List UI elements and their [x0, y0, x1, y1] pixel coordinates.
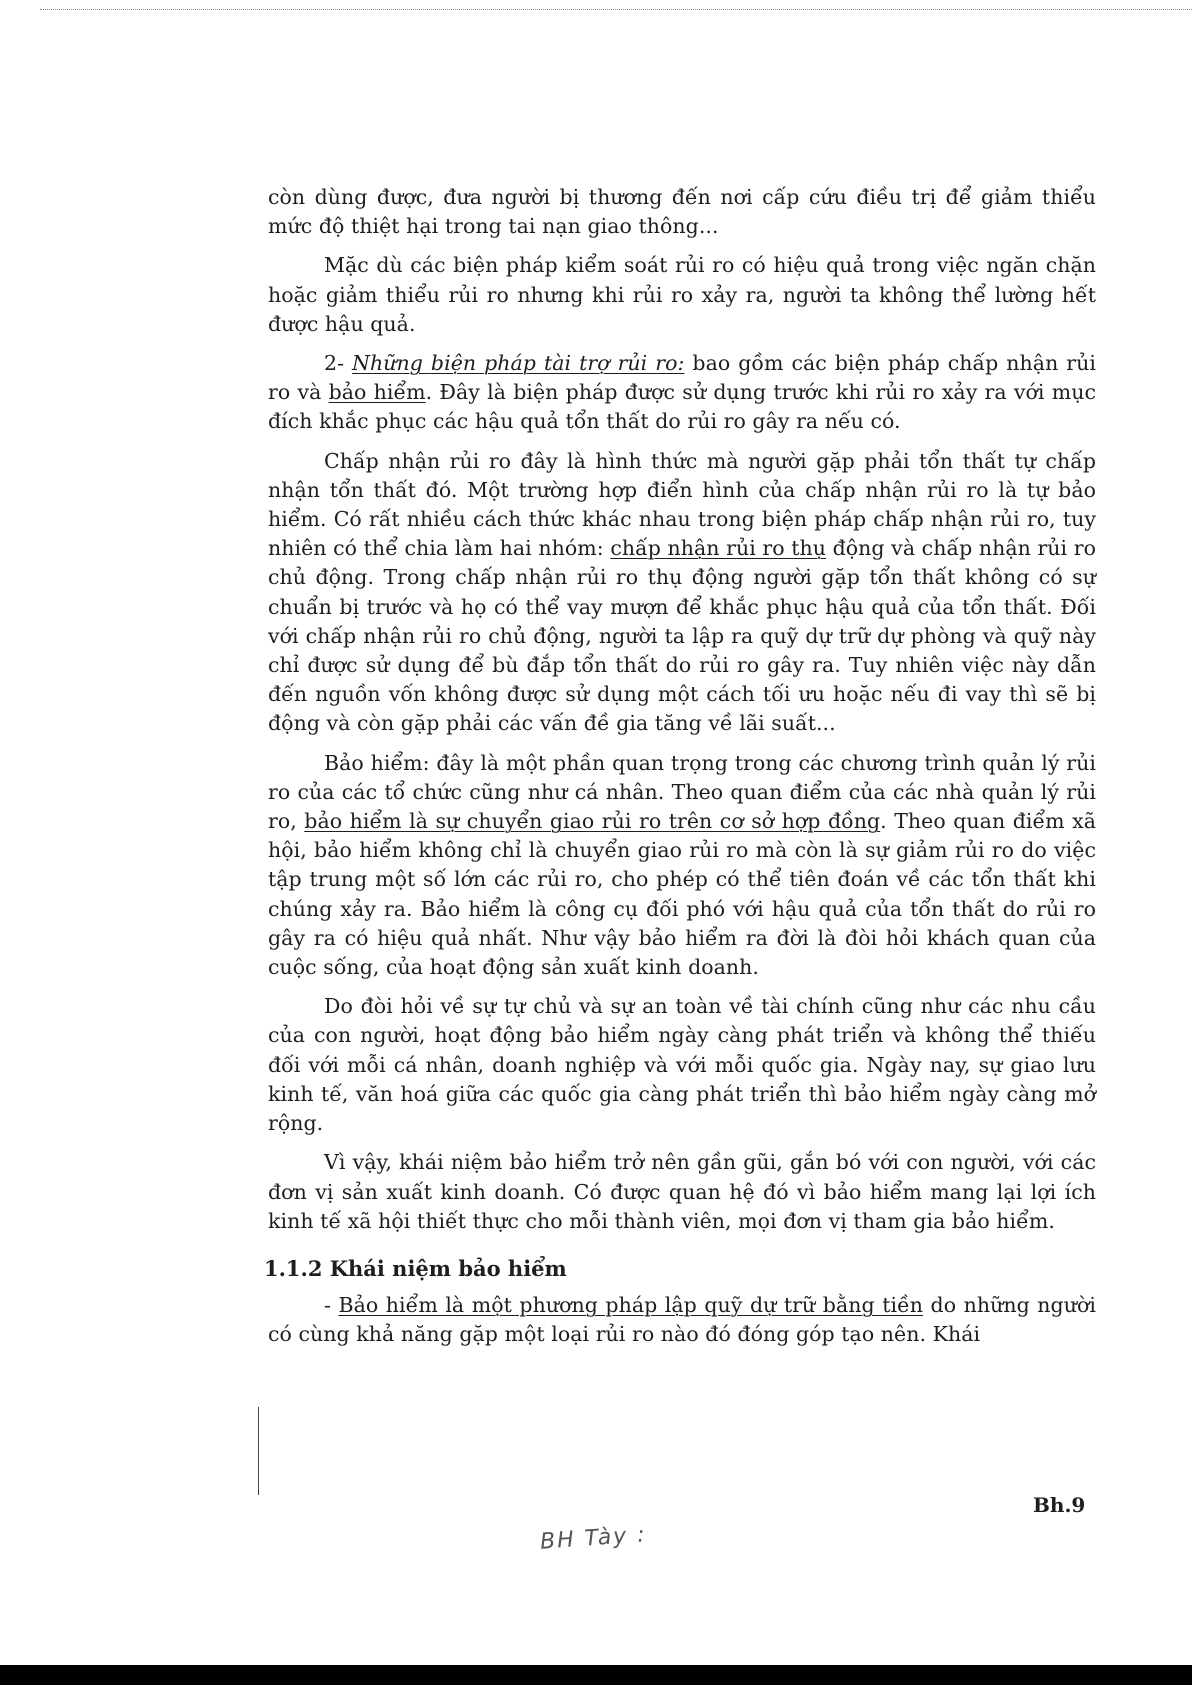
financing-text-2: . Đây là biện pháp được sử dụng trước khi rủi ro xảy ra với mục đích khắc phục các hậu quả tổn thất do rủi ro gây ra nếu có.: [268, 380, 1096, 434]
financing-text-1: bao gồm các biện pháp chấp nhận rủi ro và: [268, 351, 1096, 405]
financing-insurance: bảo hiểm: [328, 380, 426, 405]
paragraph-closeness: Vì vậy, khái niệm bảo hiểm trở nên gần gũi, gắn bó với con người, với các đơn vị sản xuất kinh doanh. Có được quan hệ đó vì bảo hiểm mang lại lợi ích kinh tế xã hội thiết thực cho mỗi thành viên, mọi đơn vị tham gia bảo hiểm.: [268, 1150, 1096, 1233]
scan-top-edge: [40, 9, 1192, 10]
paragraph-risk-financing: [268, 349, 1096, 437]
definition-dash: -: [324, 1292, 339, 1317]
definition-text: do những người có cùng khả năng gặp một loại rủi ro nào đó đóng góp tạo nên. Khái: [268, 1292, 1096, 1347]
acceptance-text-1: Chấp nhận rủi ro đây là hình thức mà người gặp phải tổn thất tự chấp nhận tổn thất đó. Một trường hợp điển hình của chấp nhận rủi ro là tự bảo hiểm. Có rất nhiều cách thức khác nhau trong biện pháp chấp nhận rủi ro, tuy nhiên có thể chia làm hai nhóm:: [268, 448, 1096, 561]
margin-bracket: [258, 1407, 259, 1495]
page-number: Bh.9: [1033, 1493, 1086, 1517]
scan-bottom-edge: [0, 1665, 1192, 1685]
definition-underlined: Bảo hiểm là một phương pháp lập quỹ dự trữ bằng tiền: [338, 1292, 923, 1317]
insurance-text-1: Bảo hiểm: đây là một phần quan trọng trong các chương trình quản lý rủi ro của các tổ chức cũng như cá nhân. Theo quan điểm của các nhà quản lý rủi ro,: [268, 750, 1096, 834]
acceptance-underlined: chấp nhận rủi ro thụ: [610, 536, 827, 561]
paragraph-intro: còn dùng được, đưa người bị thương đến nơi cấp cứu điều trị để giảm thiểu mức độ thiệt hại trong tai nạn giao thông...: [268, 185, 1096, 239]
financing-title: Những biện pháp tài trợ rủi ro:: [352, 351, 685, 376]
document-body: [264, 183, 1096, 1359]
handwritten-note: BH Tày :: [539, 1522, 648, 1555]
paragraph-risk-acceptance: [268, 447, 1096, 739]
paragraph-definition: [268, 1291, 1096, 1349]
section-heading: 1.1.2 Khái niệm bảo hiểm: [264, 1255, 567, 1281]
paragraph-insurance: [268, 749, 1096, 983]
insurance-text-2: . Theo quan điểm xã hội, bảo hiểm không chỉ là chuyển giao rủi ro mà còn là sự giảm rủi ro do việc tập trung một số lớn các rủi ro, cho phép có thể tiên đoán về các tổn thất khi chúng xảy ra. Bảo hiểm là công cụ đối phó với hậu quả của tổn thất do rủi ro gây ra có hiệu quả nhất. Như vậy bảo hiểm ra đời là đòi hỏi khách quan của cuộc sống, của hoạt động sản xuất kinh doanh.: [268, 809, 1096, 980]
financing-number: 2-: [324, 351, 353, 376]
paragraph-control-measures: Mặc dù các biện pháp kiểm soát rủi ro có hiệu quả trong việc ngăn chặn hoặc giảm thiểu rủi ro nhưng khi rủi ro xảy ra, người ta không thể lường hết được hậu quả.: [268, 253, 1096, 336]
paragraph-demand: Do đòi hỏi về sự tự chủ và sự an toàn về tài chính cũng như các nhu cầu của con người, hoạt động bảo hiểm ngày càng phát triển và không thể thiếu đối với mỗi cá nhân, doanh nghiệp và với mỗi quốc gia. Ngày nay, sự giao lưu kinh tế, văn hoá giữa các quốc gia càng phát triển thì bảo hiểm ngày càng mở rộng.: [268, 994, 1096, 1136]
acceptance-text-2: động và chấp nhận rủi ro chủ động. Trong chấp nhận rủi ro thụ động người gặp tổn thất không có sự chuẩn bị trước và họ có thể vay mượn để khắc phục hậu quả của tổn thất. Đối với chấp nhận rủi ro chủ động, người ta lập ra quỹ dự trữ dự phòng và quỹ này chỉ được sử dụng để bù đắp tổn thất do rủi ro gây ra. Tuy nhiên việc này dẫn đến nguồn vốn không được sử dụng một cách tối ưu hoặc nếu đi vay thì sẽ bị động và còn gặp phải các vấn đề gia tăng về lãi suất...: [268, 536, 1096, 736]
insurance-underlined: bảo hiểm là sự chuyển giao rủi ro trên cơ sở hợp đồng: [304, 809, 881, 834]
